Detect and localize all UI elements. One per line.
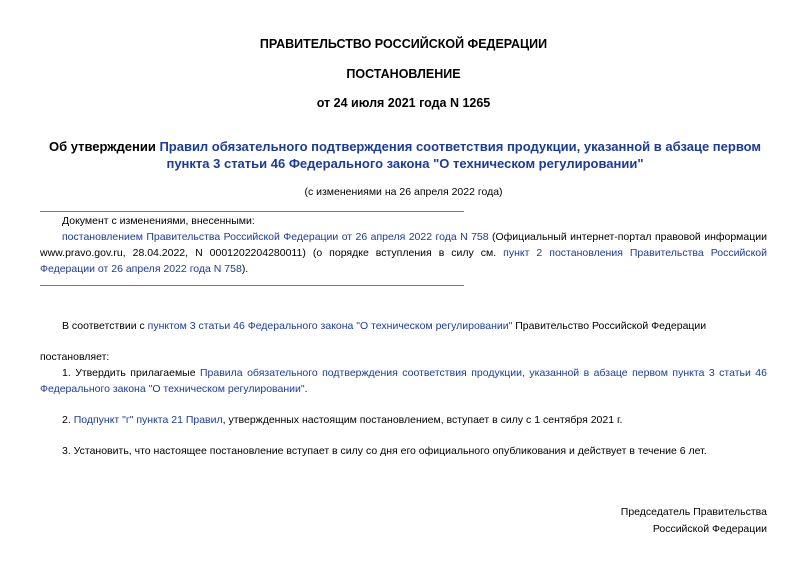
divider-top	[40, 211, 464, 212]
item-3: 3. Установить, что настоящее постановление вступает в силу со дня его официального опубликования и действует в течение 6 лет.	[62, 445, 707, 457]
signature	[621, 504, 767, 538]
changes-intro: Документ с изменениями, внесенными:	[62, 215, 255, 227]
item-2	[40, 412, 767, 428]
changes-link-decree[interactable]: постановлением Правительства Российской Федерации от 26 апреля 2022 года N 758	[62, 231, 489, 243]
changes-text-2: ).	[241, 263, 249, 275]
date-number-heading: от 24 июля 2021 года N 1265	[316, 96, 491, 110]
item-2-suffix: , утвержденных настоящим постановлением, вступает в силу с 1 сентября 2021 г.	[222, 414, 623, 426]
amendment-note: (с изменениями на 26 апреля 2022 года)	[304, 186, 503, 198]
item-1	[40, 365, 767, 397]
preamble	[40, 318, 767, 334]
item-1-prefix: 1. Утвердить прилагаемые	[62, 367, 200, 379]
document-title	[40, 138, 770, 172]
changes-text	[40, 229, 767, 277]
government-heading: ПРАВИТЕЛЬСТВО РОССИЙСКОЙ ФЕДЕРАЦИИ	[259, 37, 548, 51]
preamble-prefix: В соответствии с	[62, 320, 148, 332]
preamble-suffix: Правительство Российской Федерации	[512, 320, 707, 332]
resolves-text: постановляет:	[40, 351, 110, 363]
item-2-prefix: 2.	[62, 414, 74, 426]
title-prefix: Об утверждении	[48, 139, 160, 154]
preamble-link[interactable]: пунктом 3 статьи 46 Федерального закона "О техническом регулировании"	[147, 320, 513, 332]
item-1-link[interactable]: Правила обязательного подтверждения соответствия продукции, указанной в абзаце первом пункта 3 статьи 46 Федерального закона "О техническом регулировании"	[40, 367, 767, 395]
changes-text-1: (Официальный интернет-портал правовой информации www.pravo.gov.ru, 28.04.2022, N 0001202204280011) (о порядке вступления в силу см.	[40, 231, 767, 259]
signature-line-2: Российской Федерации	[652, 523, 767, 535]
doc-type-heading: ПОСТАНОВЛЕНИЕ	[346, 67, 461, 81]
item-2-link[interactable]: Подпункт "г" пункта 21 Правил	[73, 414, 223, 426]
signature-line-1: Председатель Правительства	[620, 506, 767, 518]
changes-link-point2[interactable]: пункт 2 постановления Правительства Российской Федерации от 26 апреля 2022 года N 758	[40, 247, 767, 275]
divider-bottom	[40, 285, 464, 286]
item-1-suffix: .	[304, 383, 308, 395]
title-link[interactable]: Правил обязательного подтверждения соответствия продукции, указанной в абзаце первом пункта 3 статьи 46 Федерального закона "О техническом регулировании"	[159, 139, 762, 171]
changes-block	[40, 213, 767, 277]
